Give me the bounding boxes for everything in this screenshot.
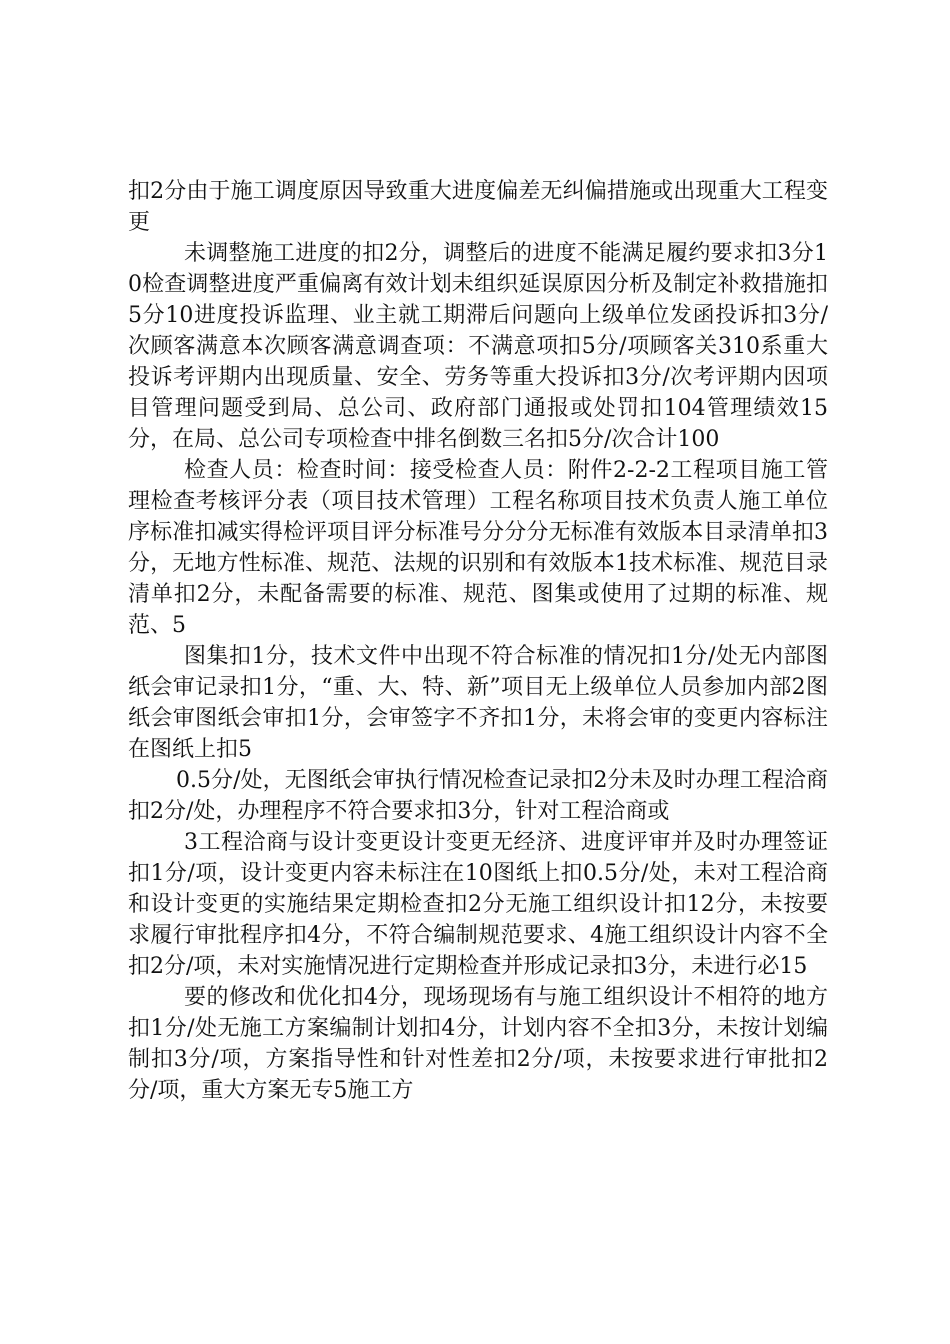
paragraph-7: 要的修改和优化扣4分，现场现场有与施工组织设计不相符的地方扣1分/处无施工方案编制计划扣4分，计划内容不全扣3分，未按计划编制扣3分/项，方案指导性和针对性差扣2分/项，未按要求进行审批扣2分/项，重大方案无专5施工方 (128, 985, 828, 1103)
paragraph-3: 检查人员：检查时间：接受检查人员：附件2-2-2工程项目施工管理检查考核评分表（项目技术管理）工程名称项目技术负责人施工单位序标准扣减实得检评项目评分标准号分分分无标准有效版本目录清单扣3分，无地方性标准、规范、法规的识别和有效版本1技术标准、规范目录清单扣2分，未配备需要的标准、规范、图集或使用了过期的标准、规范、5 (128, 458, 828, 638)
paragraph-5: 0.5分/处，无图纸会审执行情况检查记录扣2分未及时办理工程洽商扣2分/处，办理程序不符合要求扣3分，针对工程洽商或 (128, 768, 828, 824)
document-body (128, 176, 828, 1106)
paragraph-1: 扣2分由于施工调度原因导致重大进度偏差无纠偏措施或出现重大工程变更 (128, 179, 828, 235)
paragraph-6: 3工程洽商与设计变更设计变更无经济、进度评审并及时办理签证扣1分/项，设计变更内容未标注在10图纸上扣0.5分/处，未对工程洽商和设计变更的实施结果定期检查扣2分无施工组织设计扣12分，未按要求履行审批程序扣4分，不符合编制规范要求、4施工组织设计内容不全扣2分/项，未对实施情况进行定期检查并形成记录扣3分，未进行必15 (128, 830, 828, 979)
paragraph-4: 图集扣1分，技术文件中出现不符合标准的情况扣1分/处无内部图纸会审记录扣1分，“重、大、特、新”项目无上级单位人员参加内部2图纸会审图纸会审扣1分，会审签字不齐扣1分，未将会审的变更内容标注在图纸上扣5 (128, 644, 828, 762)
paragraph-2: 未调整施工进度的扣2分，调整后的进度不能满足履约要求扣3分10检查调整进度严重偏离有效计划未组织延误原因分析及制定补救措施扣5分10进度投诉监理、业主就工期滞后问题向上级单位发函投诉扣3分/次顾客满意本次顾客满意调查项：不满意项扣5分/项顾客关310系重大投诉考评期内出现质量、安全、劳务等重大投诉扣3分/次考评期内因项目管理问题受到局、总公司、政府部门通报或处罚扣104管理绩效15分，在局、总公司专项检查中排名倒数三名扣5分/次合计100 (128, 241, 828, 452)
